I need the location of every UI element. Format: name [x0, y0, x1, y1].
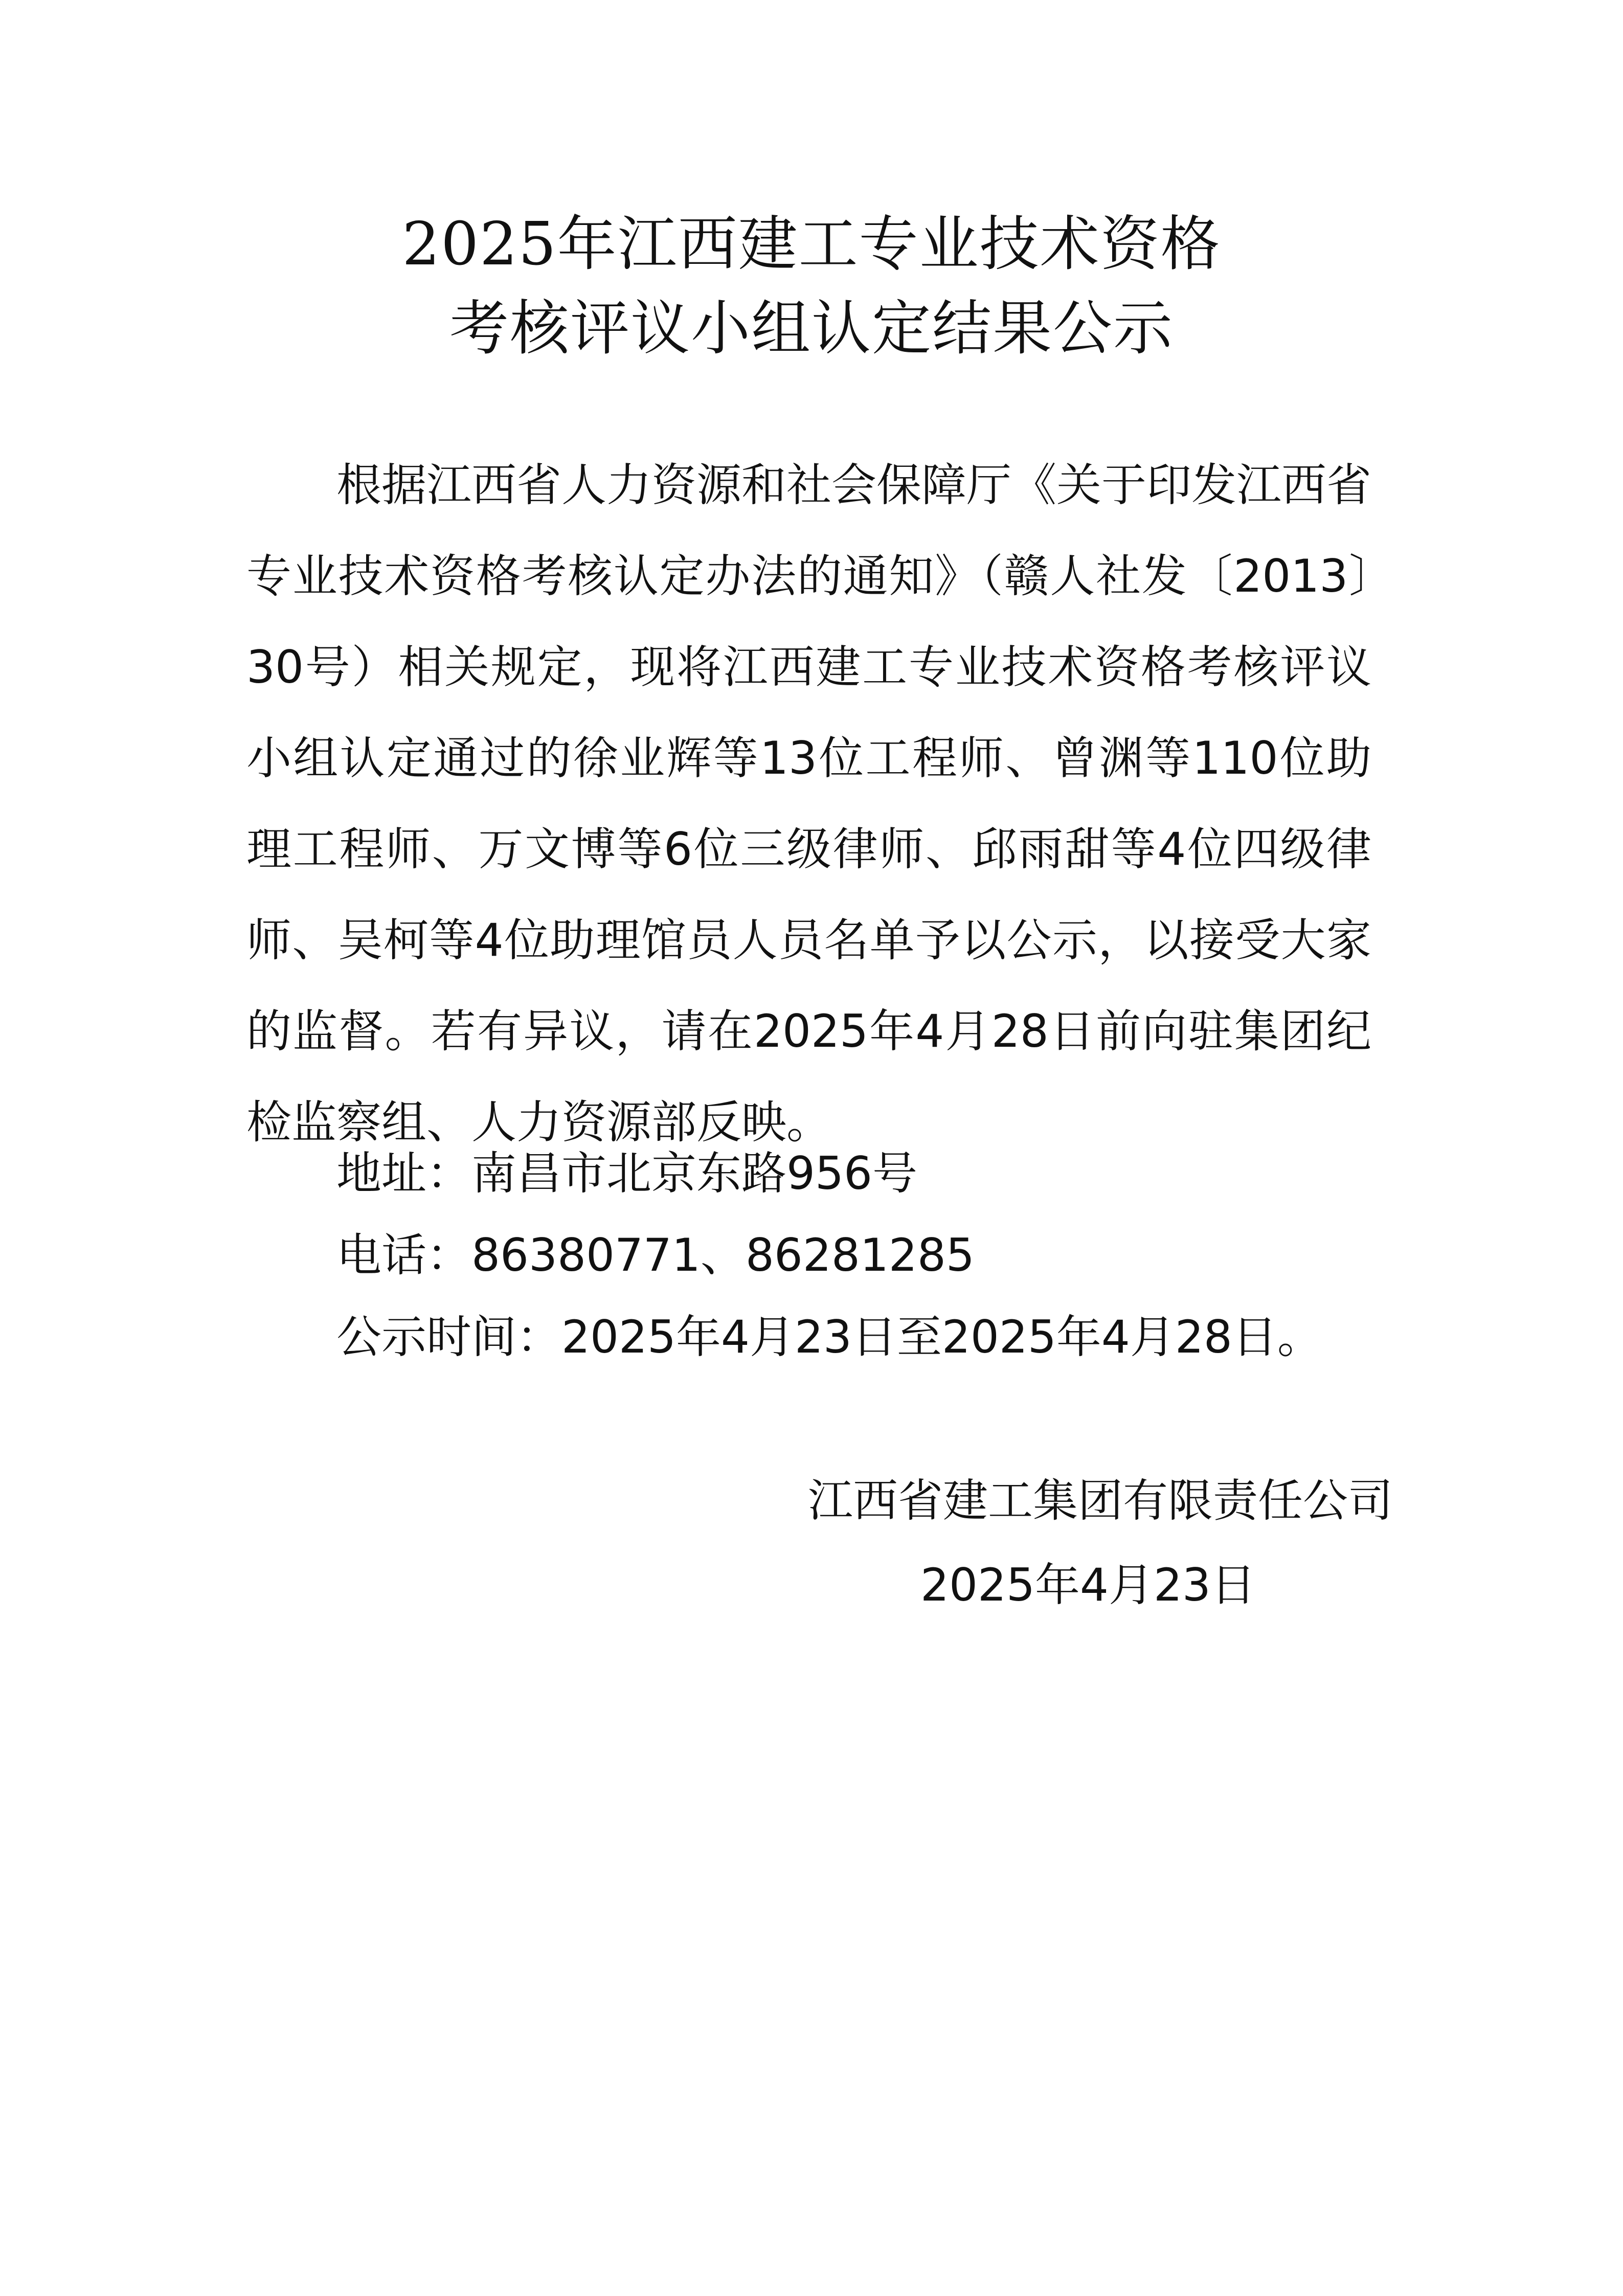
publicity-period-line: 公示时间：2025年4月23日至2025年4月28日。: [336, 1311, 1322, 1363]
body-paragraph: 根据江西省人力资源和社会保障厅《关于印发江西省专业技术资格考核认定办法的通知》（赣人社发〔2013〕30号）相关规定，现将江西建工专业技术资格考核评议小组认定通过的徐业辉等13位工程师、曾渊等110位助理工程师、万文博等6位三级律师、邱雨甜等4位四级律师、吴柯等4位助理馆员人员名单予以公示，以接受大家的监督。若有异议，请在2025年4月28日前向驻集团纪检监察组、人力资源部反映。: [246, 459, 1372, 1149]
signature-organization: 江西省建工集团有限责任公司: [808, 1474, 1393, 1527]
address-line: 地址：南昌市北京东路956号: [336, 1147, 917, 1200]
phone-line: 电话：86380771、86281285: [336, 1229, 975, 1281]
title-line-1: 2025年江西建工专业技术资格: [402, 210, 1221, 279]
title-line-2: 考核评议小组认定结果公示: [449, 294, 1174, 363]
signature-date: 2025年4月23日: [920, 1559, 1256, 1611]
